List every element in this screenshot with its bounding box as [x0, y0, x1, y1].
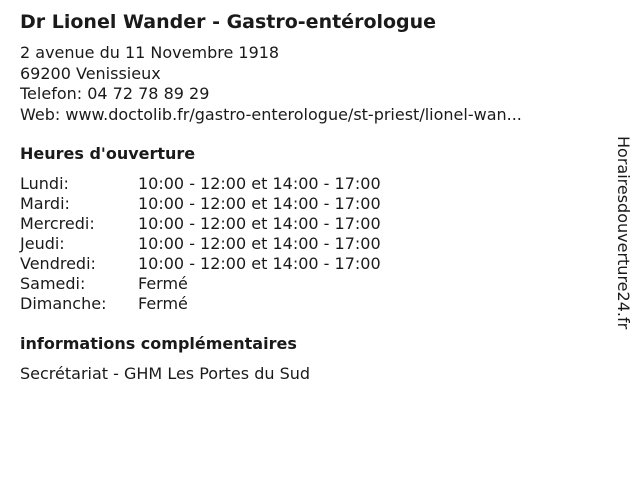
day-label: Samedi: [20, 274, 86, 293]
hours-row [20, 234, 381, 254]
time-value: Fermé [138, 294, 188, 313]
time-value: Fermé [138, 274, 188, 293]
day-label: Jeudi: [20, 234, 65, 253]
day-label: Dimanche: [20, 294, 107, 313]
page-title: Dr Lionel Wander - Gastro-entérologue [20, 11, 437, 33]
day-label: Lundi: [20, 174, 69, 193]
time-value: 10:00 - 12:00 et 14:00 - 17:00 [138, 194, 381, 213]
site-watermark: Horairesdouverture24.fr [614, 136, 633, 330]
hours-row [20, 214, 381, 234]
hours-row [20, 194, 381, 214]
time-value: 10:00 - 12:00 et 14:00 - 17:00 [138, 254, 381, 273]
additional-info-heading: informations complémentaires [20, 334, 297, 353]
day-label: Vendredi: [20, 254, 96, 273]
time-value: 10:00 - 12:00 et 14:00 - 17:00 [138, 214, 381, 233]
hours-row [20, 174, 381, 194]
opening-hours-heading: Heures d'ouverture [20, 144, 196, 163]
day-label: Mercredi: [20, 214, 95, 233]
time-value: 10:00 - 12:00 et 14:00 - 17:00 [138, 174, 381, 193]
hours-row [20, 274, 381, 294]
opening-hours-table [20, 174, 381, 314]
hours-row [20, 254, 381, 274]
day-label: Mardi: [20, 194, 70, 213]
website-link: Web: www.doctolib.fr/gastro-enterologue/st-priest/lionel-wan... [20, 104, 522, 124]
phone-number: Telefon: 04 72 78 89 29 [20, 84, 210, 103]
time-value: 10:00 - 12:00 et 14:00 - 17:00 [138, 234, 381, 253]
street-address: 2 avenue du 11 Novembre 1918 [20, 43, 280, 62]
hours-row [20, 294, 381, 314]
additional-info-text: Secrétariat - GHM Les Portes du Sud [20, 364, 311, 383]
city: 69200 Venissieux [20, 63, 161, 83]
address-block [20, 43, 522, 125]
